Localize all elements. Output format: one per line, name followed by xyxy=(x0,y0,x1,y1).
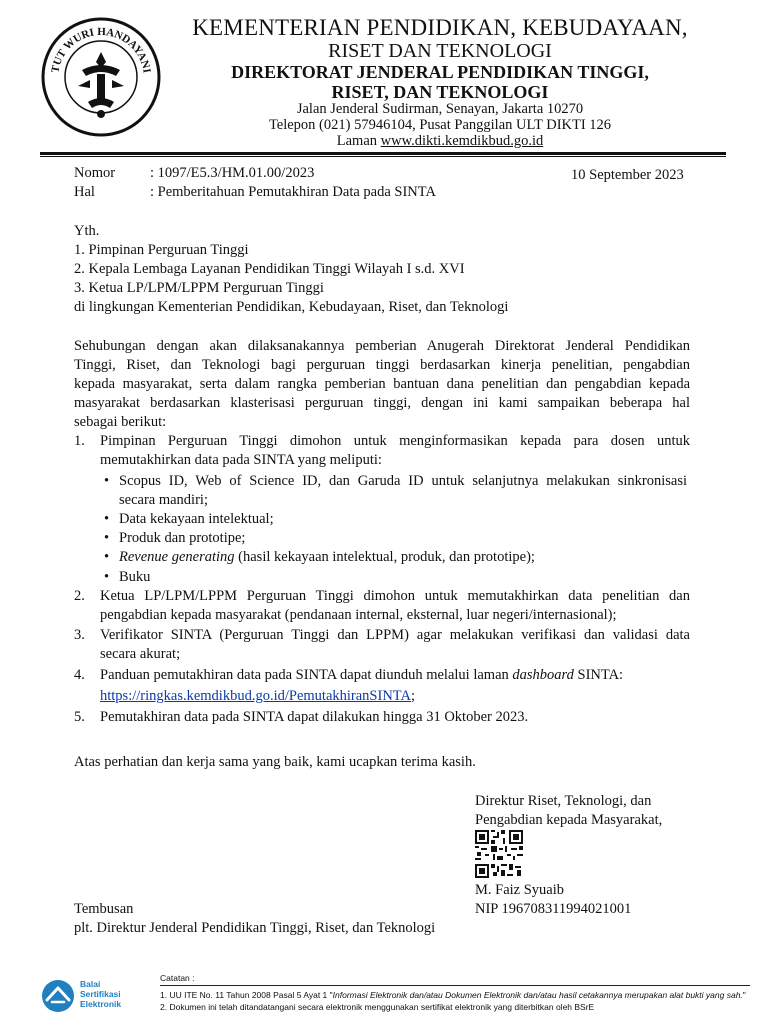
greeting: Yth. xyxy=(74,223,100,239)
bullet: • xyxy=(104,549,110,565)
nomor-label: Nomor xyxy=(74,165,116,181)
point-5-line1: Pemutakhiran data pada SINTA dapat dilakukan hingga 31 Oktober 2023. xyxy=(100,709,529,725)
intro-line: Sehubungan dengan akan dilaksanakannya pemberian Anugerah Direktorat Jenderal Pendidikan xyxy=(74,338,690,354)
recipient-item: 1. Pimpinan Perguruan Tinggi xyxy=(74,242,249,258)
point-number: 1. xyxy=(74,433,85,449)
bullet: • xyxy=(104,569,110,585)
bullet-item-4-rest: (hasil kekayaan intelektual, produk, dan prototipe); xyxy=(234,549,535,565)
recipient-item: 2. Kepala Lembaga Layanan Pendidikan Tinggi Wilayah I s.d. XVI xyxy=(74,261,465,277)
letterhead-phone: Telepon (021) 57946104, Pusat Panggilan ULT DIKTI 126 xyxy=(268,117,612,133)
bsre-line1: Balai xyxy=(80,979,101,989)
point-number: 5. xyxy=(74,709,85,725)
point-3-line2: secara akurat; xyxy=(100,646,181,662)
bullet: • xyxy=(104,473,110,489)
point-4-italic: dashboard xyxy=(512,667,574,683)
point-number: 3. xyxy=(74,627,85,643)
footer-note-2: 2. Dokumen ini telah ditandatangani secara elektronik menggunakan sertifikat elektronik yang diterbitkan oleh BSrE xyxy=(160,1002,595,1012)
intro-line: Tinggi, Riset, dan Teknologi bagi perguruan tinggi berdasarkan kinerja penelitian, pengabdian xyxy=(74,357,690,373)
bullet-item-1-line2: secara mandiri; xyxy=(119,492,208,508)
bullet-item-1-line1: Scopus ID, Web of Science ID, dan Garuda ID untuk selanjutnya melakukan sinkronisasi xyxy=(119,473,687,489)
nomor-value: : 1097/E5.3/HM.01.00/2023 xyxy=(150,165,315,181)
footer-note-1 xyxy=(160,990,746,1001)
footer-note-1-b: " xyxy=(742,990,746,1000)
bullet: • xyxy=(104,530,110,546)
website-label: Laman xyxy=(336,133,381,149)
point-2-line1: Ketua LP/LPM/LPPM Perguruan Tinggi dimohon untuk memutakhirkan data penelitian dan xyxy=(100,588,690,604)
letterhead-divider-thick xyxy=(40,152,726,155)
bsre-logo-icon xyxy=(38,978,78,1014)
intro-line: kepada masyarakat, serta dalam rangka pemberian bantuan dana penelitian dan pengabdian kepada xyxy=(74,376,690,392)
point-number: 4. xyxy=(74,667,85,683)
hal-value: : Pemberitahuan Pemutakhiran Data pada SINTA xyxy=(150,184,436,200)
footer-note-1-italic: Informasi Elektronik dan/atau Dokumen Elektronik dan/atau hasil cetakannya merupakan alat bukti yang sah. xyxy=(332,990,743,1000)
signatory-title-line2: Pengabdian kepada Masyarakat, xyxy=(475,812,663,828)
point-4-line2 xyxy=(100,687,415,706)
website-link[interactable]: www.dikti.kemdikbud.go.id xyxy=(380,133,544,149)
signatory-nip: NIP 196708311994021001 xyxy=(475,901,632,917)
point-1-line2: memutakhirkan data pada SINTA yang meliputi: xyxy=(100,452,382,468)
signatory-title-line1: Direktur Riset, Teknologi, dan xyxy=(475,793,652,809)
logo-motto: TUT WURI HANDAYANI xyxy=(49,25,153,74)
bullet-item-5: Buku xyxy=(119,569,151,585)
letterhead-address: Jalan Jenderal Sudirman, Senayan, Jakarta 10270 xyxy=(296,101,584,117)
hal-label: Hal xyxy=(74,184,95,200)
bsre-line2: Sertifikasi xyxy=(80,989,121,999)
bullet-item-2: Data kekayaan intelektual; xyxy=(119,511,274,527)
point-4-text-b: SINTA: xyxy=(573,667,624,683)
bullet-item-4 xyxy=(119,548,535,567)
footer-divider xyxy=(160,985,750,986)
bullet: • xyxy=(104,511,110,527)
point-2-line2: pengabdian kepada masyarakat (pendanaan internal, eksternal, luar negeri/internasional); xyxy=(100,607,617,623)
point-3-line1: Verifikator SINTA (Perguruan Tinggi dan LPPM) agar melakukan verifikasi dan validasi data xyxy=(100,627,690,643)
letter-date: 10 September 2023 xyxy=(571,167,684,183)
directorate-name-line2: RISET, DAN TEKNOLOGI xyxy=(331,82,549,102)
bullet-item-3: Produk dan prototipe; xyxy=(119,530,246,546)
tut-wuri-handayani-logo xyxy=(40,16,162,138)
footer-note-heading: Catatan : xyxy=(160,973,195,983)
point-1-line1: Pimpinan Perguruan Tinggi dimohon untuk menginformasikan kepada para dosen untuk xyxy=(100,433,690,449)
point-4-text-a: Panduan pemutakhiran data pada SINTA dapat diunduh melalui laman xyxy=(100,667,513,683)
bullet-item-4-italic: Revenue generating xyxy=(119,549,235,565)
directorate-name-line1: DIREKTORAT JENDERAL PENDIDIKAN TINGGI, xyxy=(231,62,649,82)
recipient-scope: di lingkungan Kementerian Pendidikan, Kebudayaan, Riset, dan Teknologi xyxy=(74,299,509,315)
point-4-link-suffix: ; xyxy=(410,688,415,704)
sinta-guide-link[interactable]: https://ringkas.kemdikbud.go.id/PemutakhiranSINTA xyxy=(100,688,411,704)
letterhead-divider-thin xyxy=(40,156,726,157)
qr-code-signature xyxy=(475,830,523,878)
signatory-name: M. Faiz Syuaib xyxy=(475,882,565,898)
closing-sentence: Atas perhatian dan kerja sama yang baik, kami ucapkan terima kasih. xyxy=(74,754,476,770)
point-number: 2. xyxy=(74,588,85,604)
intro-line: masyarakat berdasarkan klasterisasi perguruan tinggi, dengan ini kami sampaikan beberapa hal xyxy=(74,395,690,411)
point-4-line1 xyxy=(100,666,623,685)
ministry-name-line1: KEMENTERIAN PENDIDIKAN, KEBUDAYAAN, xyxy=(192,15,688,40)
cc-label: Tembusan xyxy=(74,901,134,917)
intro-last-line: sebagai berikut: xyxy=(74,414,167,430)
bsre-line3: Elektronik xyxy=(80,999,122,1009)
ministry-name-line2: RISET DAN TEKNOLOGI xyxy=(328,40,552,62)
letterhead-website-line xyxy=(170,132,710,150)
recipient-item: 3. Ketua LP/LPM/LPPM Perguruan Tinggi xyxy=(74,280,324,296)
footer-note-1-a: 1. UU ITE No. 11 Tahun 2008 Pasal 5 Ayat 1 " xyxy=(160,990,333,1000)
cc-item: plt. Direktur Jenderal Pendidikan Tinggi, Riset, dan Teknologi xyxy=(74,920,436,936)
bsre-logo-text xyxy=(80,979,121,1009)
